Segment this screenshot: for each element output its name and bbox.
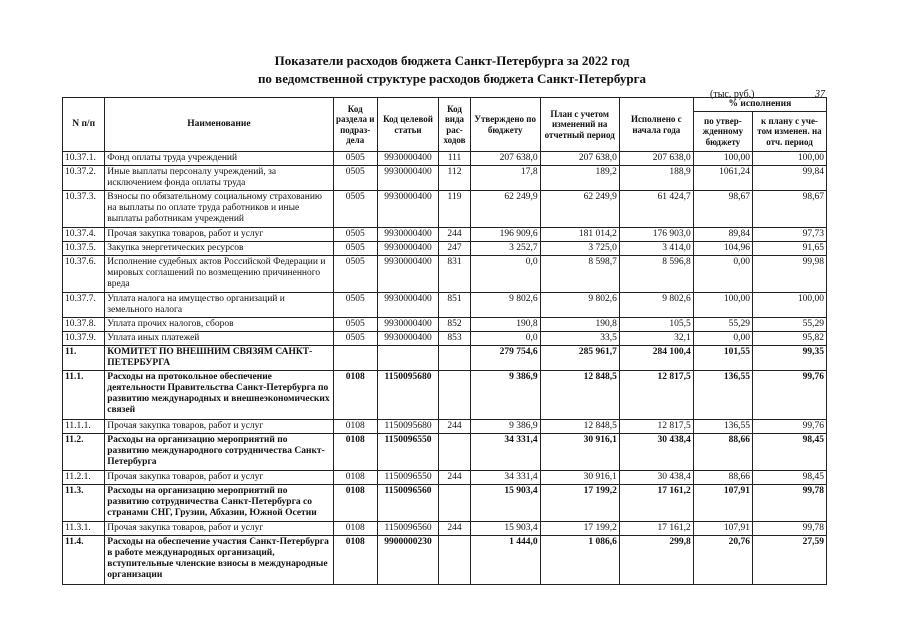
cell-pct-plan: 100,00 bbox=[752, 293, 826, 318]
cell-pct-plan: 95,82 bbox=[752, 332, 826, 346]
cell-section: 0505 bbox=[333, 152, 377, 166]
cell-pct-approved: 101,55 bbox=[693, 346, 752, 371]
cell-target: 1150095680 bbox=[377, 371, 438, 420]
cell-pct-approved: 88,66 bbox=[693, 471, 752, 485]
cell-pct-plan: 99,78 bbox=[752, 485, 826, 522]
cell-target: 9930000400 bbox=[377, 166, 438, 191]
cell-approved: 62 249,9 bbox=[470, 191, 540, 228]
cell-pct-plan: 55,29 bbox=[752, 318, 826, 332]
cell-target: 1150096560 bbox=[377, 522, 438, 536]
cell-target: 9930000400 bbox=[377, 256, 438, 293]
table-row bbox=[63, 371, 827, 420]
header-pct-plan: к плану с уче-том изменен. на отч. период bbox=[752, 112, 826, 152]
cell-pct-plan: 91,65 bbox=[752, 242, 826, 256]
table-row bbox=[63, 485, 827, 522]
cell-approved: 9 802,6 bbox=[470, 293, 540, 318]
cell-type: 244 bbox=[439, 471, 471, 485]
cell-approved: 207 638,0 bbox=[470, 152, 540, 166]
cell-pct-plan: 98,45 bbox=[752, 434, 826, 471]
cell-approved: 279 754,6 bbox=[470, 346, 540, 371]
table-row bbox=[63, 242, 827, 256]
cell-executed: 12 817,5 bbox=[619, 371, 693, 420]
table-row bbox=[63, 471, 827, 485]
cell-section: 0505 bbox=[333, 191, 377, 228]
cell-pct-approved: 88,66 bbox=[693, 434, 752, 471]
header-plan: План с учетом изменений на отчетный период bbox=[540, 98, 619, 152]
cell-num: 11. bbox=[63, 346, 105, 371]
cell-pct-plan: 98,45 bbox=[752, 471, 826, 485]
table-row bbox=[63, 191, 827, 228]
cell-plan: 62 249,9 bbox=[540, 191, 619, 228]
cell-plan: 8 598,7 bbox=[540, 256, 619, 293]
cell-num: 10.37.4. bbox=[63, 228, 105, 242]
cell-section: 0108 bbox=[333, 522, 377, 536]
cell-type bbox=[439, 371, 471, 420]
cell-section: 0108 bbox=[333, 420, 377, 434]
header-percent-group: % исполнения bbox=[693, 98, 826, 112]
cell-num: 11.3. bbox=[63, 485, 105, 522]
cell-num: 10.37.3. bbox=[63, 191, 105, 228]
cell-pct-plan: 97,73 bbox=[752, 228, 826, 242]
cell-executed: 30 438,4 bbox=[619, 434, 693, 471]
cell-type: 111 bbox=[439, 152, 471, 166]
cell-executed: 32,1 bbox=[619, 332, 693, 346]
document-title: Показатели расходов бюджета Санкт-Петербурга за 2022 год bbox=[274, 53, 630, 68]
page-number: 37 bbox=[815, 89, 825, 100]
cell-type bbox=[439, 536, 471, 585]
cell-type bbox=[439, 485, 471, 522]
cell-num: 10.37.9. bbox=[63, 332, 105, 346]
table-body bbox=[63, 152, 827, 585]
cell-name: Прочая закупка товаров, работ и услуг bbox=[105, 471, 333, 485]
cell-approved: 34 331,4 bbox=[470, 471, 540, 485]
cell-executed: 176 903,0 bbox=[619, 228, 693, 242]
header-executed: Исполнено с начала года bbox=[619, 98, 693, 152]
table-row bbox=[63, 332, 827, 346]
cell-pct-plan: 98,67 bbox=[752, 191, 826, 228]
cell-target bbox=[377, 346, 438, 371]
cell-section: 0108 bbox=[333, 371, 377, 420]
cell-executed: 30 438,4 bbox=[619, 471, 693, 485]
cell-pct-approved: 89,84 bbox=[693, 228, 752, 242]
cell-approved: 190,8 bbox=[470, 318, 540, 332]
cell-target: 9930000400 bbox=[377, 191, 438, 228]
cell-name: Расходы на обеспечение участия Санкт-Петербурга в работе международных организаций, вступительные членские взносы в международные организации bbox=[105, 536, 333, 585]
cell-target: 9930000400 bbox=[377, 152, 438, 166]
cell-section: 0505 bbox=[333, 318, 377, 332]
table-row bbox=[63, 293, 827, 318]
cell-plan: 12 848,5 bbox=[540, 420, 619, 434]
table-row bbox=[63, 228, 827, 242]
cell-type: 112 bbox=[439, 166, 471, 191]
cell-plan: 30 916,1 bbox=[540, 471, 619, 485]
cell-pct-plan: 99,76 bbox=[752, 420, 826, 434]
cell-executed: 12 817,5 bbox=[619, 420, 693, 434]
cell-name: КОМИТЕТ ПО ВНЕШНИМ СВЯЗЯМ САНКТ-ПЕТЕРБУРГА bbox=[105, 346, 333, 371]
header-pct-approved: по утвер-жденному бюджету bbox=[693, 112, 752, 152]
document-subtitle: по ведомственной структуре расходов бюджета Санкт-Петербурга bbox=[257, 71, 647, 86]
cell-approved: 9 386,9 bbox=[470, 420, 540, 434]
cell-num: 11.1. bbox=[63, 371, 105, 420]
cell-section: 0108 bbox=[333, 471, 377, 485]
cell-name: Расходы на организацию мероприятий по развитию сотрудничества Санкт-Петербурга со странами СНГ, Грузии, Абхазии, Южной Осетии bbox=[105, 485, 333, 522]
cell-plan: 30 916,1 bbox=[540, 434, 619, 471]
cell-num: 10.37.5. bbox=[63, 242, 105, 256]
cell-pct-approved: 98,67 bbox=[693, 191, 752, 228]
cell-executed: 3 414,0 bbox=[619, 242, 693, 256]
cell-num: 10.37.6. bbox=[63, 256, 105, 293]
cell-section: 0505 bbox=[333, 256, 377, 293]
cell-type: 244 bbox=[439, 228, 471, 242]
cell-plan: 33,5 bbox=[540, 332, 619, 346]
table-row bbox=[63, 152, 827, 166]
cell-num: 11.1.1. bbox=[63, 420, 105, 434]
cell-plan: 3 725,0 bbox=[540, 242, 619, 256]
cell-name: Прочая закупка товаров, работ и услуг bbox=[105, 228, 333, 242]
cell-approved: 0,0 bbox=[470, 332, 540, 346]
cell-approved: 15 903,4 bbox=[470, 522, 540, 536]
cell-name: Взносы по обязательному социальному страхованию на выплаты по оплате труда работников и иные выплаты работникам учреждений bbox=[105, 191, 333, 228]
cell-type bbox=[439, 346, 471, 371]
table-row bbox=[63, 420, 827, 434]
header-name: Наименование bbox=[105, 98, 333, 152]
cell-executed: 207 638,0 bbox=[619, 152, 693, 166]
cell-plan: 12 848,5 bbox=[540, 371, 619, 420]
cell-section: 0505 bbox=[333, 293, 377, 318]
cell-num: 11.2. bbox=[63, 434, 105, 471]
cell-num: 10.37.7. bbox=[63, 293, 105, 318]
cell-pct-approved: 136,55 bbox=[693, 420, 752, 434]
cell-name: Исполнение судебных актов Российской Федерации и мировых соглашений по возмещению причиненного вреда bbox=[105, 256, 333, 293]
cell-target: 9930000400 bbox=[377, 318, 438, 332]
cell-approved: 15 903,4 bbox=[470, 485, 540, 522]
cell-type: 247 bbox=[439, 242, 471, 256]
cell-name: Закупка энергетических ресурсов bbox=[105, 242, 333, 256]
cell-type: 851 bbox=[439, 293, 471, 318]
cell-num: 10.37.8. bbox=[63, 318, 105, 332]
cell-plan: 181 014,2 bbox=[540, 228, 619, 242]
table-row bbox=[63, 318, 827, 332]
cell-executed: 17 161,2 bbox=[619, 485, 693, 522]
cell-executed: 17 161,2 bbox=[619, 522, 693, 536]
cell-plan: 189,2 bbox=[540, 166, 619, 191]
cell-section: 0505 bbox=[333, 166, 377, 191]
cell-target: 9930000400 bbox=[377, 228, 438, 242]
header-num: N п/п bbox=[63, 98, 105, 152]
cell-plan: 17 199,2 bbox=[540, 522, 619, 536]
table-row bbox=[63, 536, 827, 585]
cell-plan: 17 199,2 bbox=[540, 485, 619, 522]
cell-plan: 207 638,0 bbox=[540, 152, 619, 166]
header-type-code: Код вида рас-ходов bbox=[439, 98, 471, 152]
table-row bbox=[63, 522, 827, 536]
cell-pct-plan: 100,00 bbox=[752, 152, 826, 166]
cell-plan: 285 961,7 bbox=[540, 346, 619, 371]
cell-num: 11.3.1. bbox=[63, 522, 105, 536]
cell-name: Расходы на организацию мероприятий по развитию международного сотрудничества Санкт-Петербурга bbox=[105, 434, 333, 471]
cell-name: Уплата прочих налогов, сборов bbox=[105, 318, 333, 332]
cell-pct-approved: 0,00 bbox=[693, 256, 752, 293]
cell-pct-plan: 99,98 bbox=[752, 256, 826, 293]
cell-target: 1150096550 bbox=[377, 434, 438, 471]
cell-pct-approved: 20,76 bbox=[693, 536, 752, 585]
cell-pct-plan: 99,35 bbox=[752, 346, 826, 371]
cell-num: 10.37.2. bbox=[63, 166, 105, 191]
cell-pct-plan: 99,78 bbox=[752, 522, 826, 536]
cell-pct-plan: 27,59 bbox=[752, 536, 826, 585]
cell-pct-approved: 55,29 bbox=[693, 318, 752, 332]
cell-target: 9930000400 bbox=[377, 332, 438, 346]
cell-plan: 190,8 bbox=[540, 318, 619, 332]
cell-approved: 34 331,4 bbox=[470, 434, 540, 471]
cell-approved: 3 252,7 bbox=[470, 242, 540, 256]
cell-pct-approved: 100,00 bbox=[693, 152, 752, 166]
cell-executed: 284 100,4 bbox=[619, 346, 693, 371]
cell-section: 0505 bbox=[333, 332, 377, 346]
table-row bbox=[63, 256, 827, 293]
budget-table bbox=[62, 97, 827, 585]
cell-pct-approved: 100,00 bbox=[693, 293, 752, 318]
cell-pct-approved: 1061,24 bbox=[693, 166, 752, 191]
cell-approved: 9 386,9 bbox=[470, 371, 540, 420]
cell-type: 244 bbox=[439, 420, 471, 434]
cell-section: 0505 bbox=[333, 228, 377, 242]
cell-target: 9930000400 bbox=[377, 293, 438, 318]
cell-num: 10.37.1. bbox=[63, 152, 105, 166]
cell-target: 1150096550 bbox=[377, 471, 438, 485]
cell-num: 11.4. bbox=[63, 536, 105, 585]
cell-section: 0505 bbox=[333, 242, 377, 256]
cell-pct-approved: 104,96 bbox=[693, 242, 752, 256]
cell-section: 0108 bbox=[333, 485, 377, 522]
cell-name: Уплата налога на имущество организаций и земельного налога bbox=[105, 293, 333, 318]
cell-pct-approved: 107,91 bbox=[693, 485, 752, 522]
header-approved: Утверждено по бюджету bbox=[470, 98, 540, 152]
cell-name: Прочая закупка товаров, работ и услуг bbox=[105, 420, 333, 434]
cell-type: 119 bbox=[439, 191, 471, 228]
cell-pct-approved: 0,00 bbox=[693, 332, 752, 346]
header-section-code: Код раздела и подраз-дела bbox=[333, 98, 377, 152]
cell-plan: 1 086,6 bbox=[540, 536, 619, 585]
cell-target: 1150095680 bbox=[377, 420, 438, 434]
cell-target: 9930000400 bbox=[377, 242, 438, 256]
cell-name: Уплата иных платежей bbox=[105, 332, 333, 346]
cell-plan: 9 802,6 bbox=[540, 293, 619, 318]
cell-pct-approved: 107,91 bbox=[693, 522, 752, 536]
cell-type: 853 bbox=[439, 332, 471, 346]
cell-pct-plan: 99,76 bbox=[752, 371, 826, 420]
cell-target: 1150096560 bbox=[377, 485, 438, 522]
cell-name: Расходы на протокольное обеспечение деятельности Правительства Санкт-Петербурга по развитию международных и внешнеэкономических связей bbox=[105, 371, 333, 420]
cell-pct-plan: 99,84 bbox=[752, 166, 826, 191]
cell-section: 0108 bbox=[333, 536, 377, 585]
units-label: (тыс. руб.) bbox=[710, 89, 755, 100]
cell-section: 0108 bbox=[333, 434, 377, 471]
table-row bbox=[63, 346, 827, 371]
table-row bbox=[63, 434, 827, 471]
cell-type: 852 bbox=[439, 318, 471, 332]
cell-section bbox=[333, 346, 377, 371]
cell-approved: 0,0 bbox=[470, 256, 540, 293]
cell-approved: 196 909,6 bbox=[470, 228, 540, 242]
cell-type: 831 bbox=[439, 256, 471, 293]
cell-name: Иные выплаты персоналу учреждений, за исключением фонда оплаты труда bbox=[105, 166, 333, 191]
cell-executed: 61 424,7 bbox=[619, 191, 693, 228]
cell-executed: 9 802,6 bbox=[619, 293, 693, 318]
cell-name: Прочая закупка товаров, работ и услуг bbox=[105, 522, 333, 536]
cell-type bbox=[439, 434, 471, 471]
cell-executed: 188,9 bbox=[619, 166, 693, 191]
cell-approved: 1 444,0 bbox=[470, 536, 540, 585]
header-target-code: Код целевой статьи bbox=[377, 98, 438, 152]
cell-approved: 17,8 bbox=[470, 166, 540, 191]
cell-executed: 8 596,8 bbox=[619, 256, 693, 293]
cell-pct-approved: 136,55 bbox=[693, 371, 752, 420]
cell-num: 11.2.1. bbox=[63, 471, 105, 485]
cell-executed: 105,5 bbox=[619, 318, 693, 332]
cell-executed: 299,8 bbox=[619, 536, 693, 585]
cell-type: 244 bbox=[439, 522, 471, 536]
table-row bbox=[63, 166, 827, 191]
cell-name: Фонд оплаты труда учреждений bbox=[105, 152, 333, 166]
cell-target: 9900000230 bbox=[377, 536, 438, 585]
